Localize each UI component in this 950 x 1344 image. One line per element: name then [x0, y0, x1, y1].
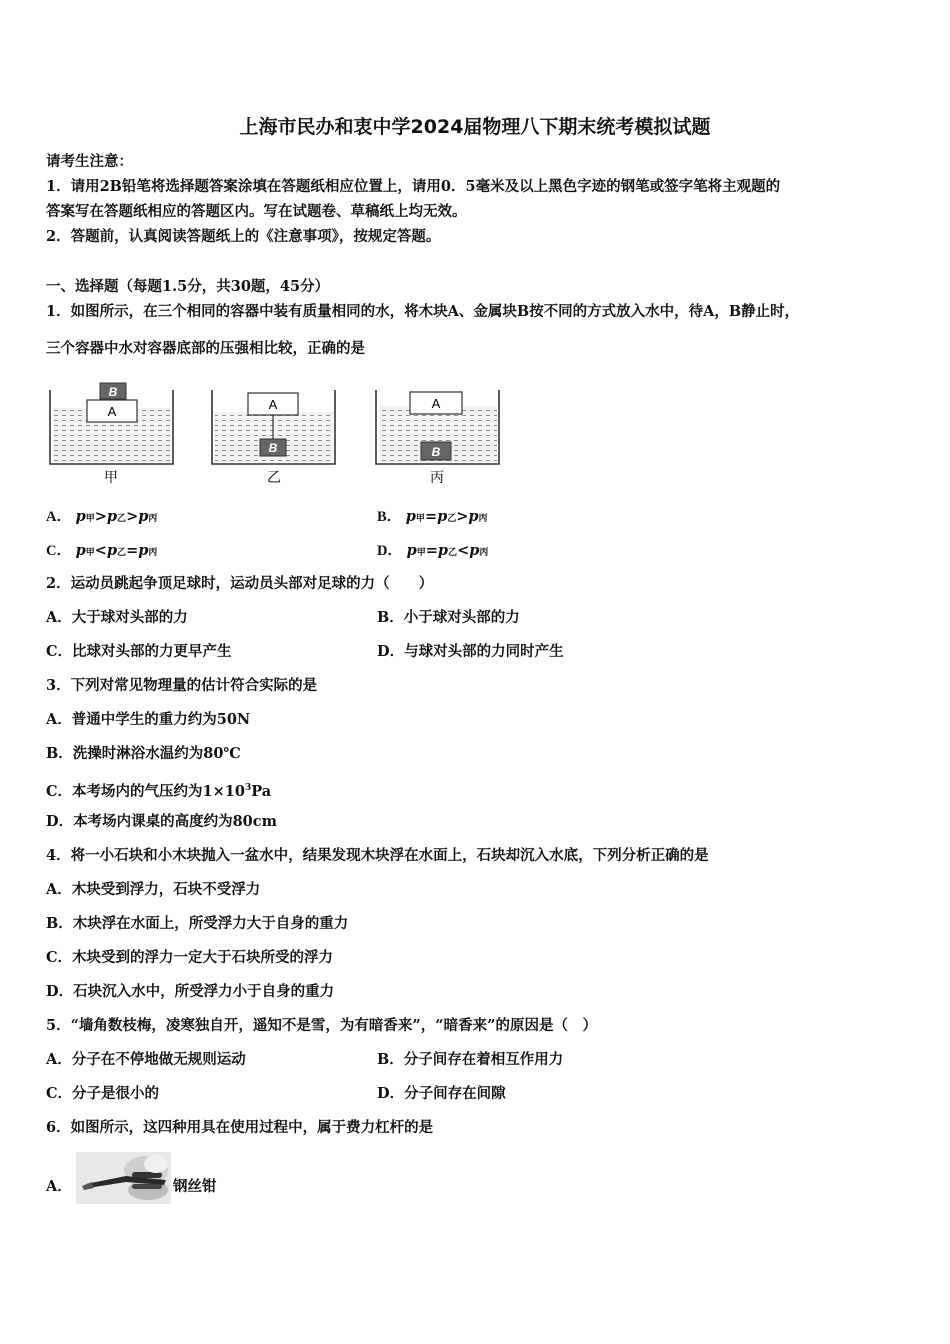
q4-option-a[interactable]: A．木块受到浮力，石块不受浮力	[46, 881, 261, 898]
q1-stem-line-2: 三个容器中水对容器底部的压强相比较，正确的是	[46, 340, 365, 357]
q2-stem: 2．运动员跳起争顶足球时，运动员头部对足球的力（ ）	[46, 575, 434, 592]
q4-option-d[interactable]: D．石块沉入水中，所受浮力小于自身的重力	[46, 983, 335, 1000]
q5-stem: 5．“墙角数枝梅，凌寒独自开，遥知不是雪，为有暗香来”，“暗香来”的原因是（ ）	[46, 1017, 597, 1034]
section-heading: 一、选择题（每题1.5分，共30题，45分）	[46, 278, 330, 295]
notice-item-2: 2．答题前，认真阅读答题纸上的《注意事项》，按规定答题。	[46, 228, 441, 245]
q3-option-d[interactable]: D．本考场内课桌的高度约为80cm	[46, 813, 277, 830]
q3-option-c[interactable]: C．本考场内的气压约为$1\times 10^3Pa$	[46, 782, 272, 800]
q3-option-b[interactable]: B．洗操时淋浴水温约为80℃	[46, 745, 241, 762]
q1-option-b[interactable]: B． p甲=p乙>p丙	[377, 508, 488, 525]
q2-option-d[interactable]: D．与球对头部的力同时产生	[377, 643, 564, 660]
notice-heading: 请考生注意：	[46, 153, 133, 170]
q6-stem: 6．如图所示，这四种用具在使用过程中，属于费力杠杆的是	[46, 1119, 434, 1136]
q4-option-b[interactable]: B．木块浮在水面上，所受浮力大于自身的重力	[46, 915, 349, 932]
q1-option-c[interactable]: C． p甲<p乙=p丙	[46, 542, 158, 559]
q5-option-d[interactable]: D．分子间存在间隙	[377, 1085, 506, 1102]
label-a-bing: A	[431, 396, 441, 411]
q1-option-d[interactable]: D． p甲=p乙<p丙	[377, 542, 489, 559]
notice-item-1-line-2: 答案写在答题纸相应的答题区内。写在试题卷、草稿纸上均无效。	[46, 203, 467, 220]
q6-option-a-text: 钢丝钳	[173, 1178, 217, 1195]
q4-option-c[interactable]: C．木块受到的浮力一定大于石块所受的浮力	[46, 949, 334, 966]
label-b-bing: B	[431, 445, 441, 459]
caption-jia: 甲	[104, 470, 118, 486]
label-a-jia: A	[107, 404, 117, 419]
q3-option-a[interactable]: A．普通中学生的重力约为50N	[46, 711, 251, 728]
q4-stem: 4．将一小石块和小木块抛入一盆水中，结果发现木块浮在水面上，石块却沉入水底，下列分析正确的是	[46, 847, 709, 864]
caption-yi: 乙	[267, 470, 281, 486]
q1-option-a[interactable]: A． p甲>p乙>p丙	[46, 508, 158, 525]
q5-option-a[interactable]: A．分子在不停地做无规则运动	[46, 1051, 246, 1068]
page-title: 上海市民办和衷中学2024届物理八下期末统考模拟试题	[239, 116, 711, 138]
q2-option-c[interactable]: C．比球对头部的力更早产生	[46, 643, 232, 660]
label-b-jia: B	[108, 385, 118, 399]
q5-option-b[interactable]: B．分子间存在着相互作用力	[377, 1051, 564, 1068]
notice-item-1-line-1: 1．请用2B铅笔将选择题答案涂填在答题纸相应位置上，请用0．5毫米及以上黑色字迹的钢笔或签字笔将主观题的	[46, 178, 781, 195]
label-a-yi: A	[268, 397, 278, 412]
pliers-photo	[76, 1152, 171, 1204]
q5-option-c[interactable]: C．分子是很小的	[46, 1085, 160, 1102]
q3-stem: 3．下列对常见物理量的估计符合实际的是	[46, 677, 318, 694]
q6-option-a-label[interactable]: A．	[46, 1178, 72, 1195]
label-b-yi: B	[268, 441, 278, 455]
q1-figure	[45, 378, 505, 488]
q2-option-b[interactable]: B．小于球对头部的力	[377, 609, 520, 626]
caption-bing: 丙	[430, 470, 444, 486]
q1-stem-line-1: 1．如图所示，在三个相同的容器中装有质量相同的水，将木块A、金属块B按不同的方式放入水中，待A，B静止时，	[46, 303, 800, 320]
q2-option-a[interactable]: A．大于球对头部的力	[46, 609, 188, 626]
